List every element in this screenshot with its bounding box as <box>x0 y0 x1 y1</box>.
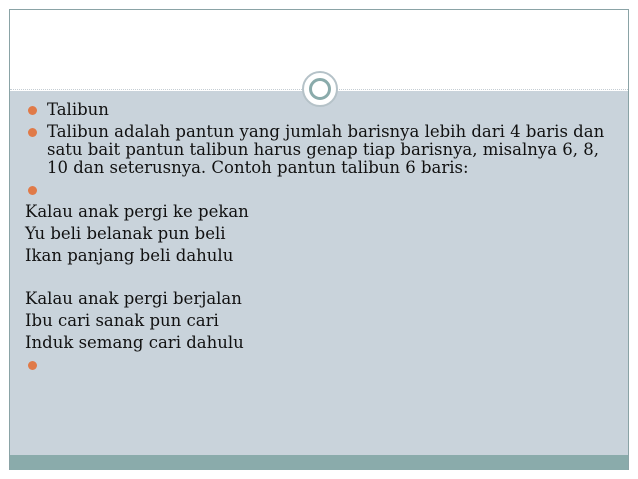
bullet-item <box>25 99 615 121</box>
bullet-dot-icon <box>28 361 37 370</box>
poem-line: Kalau anak pergi berjalan <box>25 289 242 308</box>
poem-line: Kalau anak pergi ke pekan <box>25 202 249 221</box>
bullet-dot-icon <box>28 128 37 137</box>
bullet-item <box>25 121 615 179</box>
slide-body <box>25 99 615 376</box>
bullet-text <box>47 179 615 183</box>
bullet-item-empty <box>25 354 615 376</box>
bullet-text <box>47 354 615 358</box>
poem-line: Yu beli belanak pun beli <box>25 224 226 243</box>
poem-line: Induk semang cari dahulu <box>25 333 244 352</box>
bullet-dot-icon <box>28 106 37 115</box>
bullet-item-empty <box>25 179 615 201</box>
stanza-spacer <box>25 267 615 288</box>
footer-band <box>10 455 628 470</box>
bullet-text: Talibun adalah pantun yang jumlah barisnya lebih dari 4 baris dan satu bait pantun talibun harus genap tiap barisnya, misalnya 6, 8, 10 dan seterusnya. Contoh pantun talibun 6 baris: <box>47 122 605 177</box>
bullet-text: Talibun <box>47 100 109 119</box>
circle-ornament-inner <box>309 78 331 100</box>
poem-line: Ibu cari sanak pun cari <box>25 311 219 330</box>
bullet-dot-icon <box>28 186 37 195</box>
poem-line: Ikan panjang beli dahulu <box>25 246 234 265</box>
